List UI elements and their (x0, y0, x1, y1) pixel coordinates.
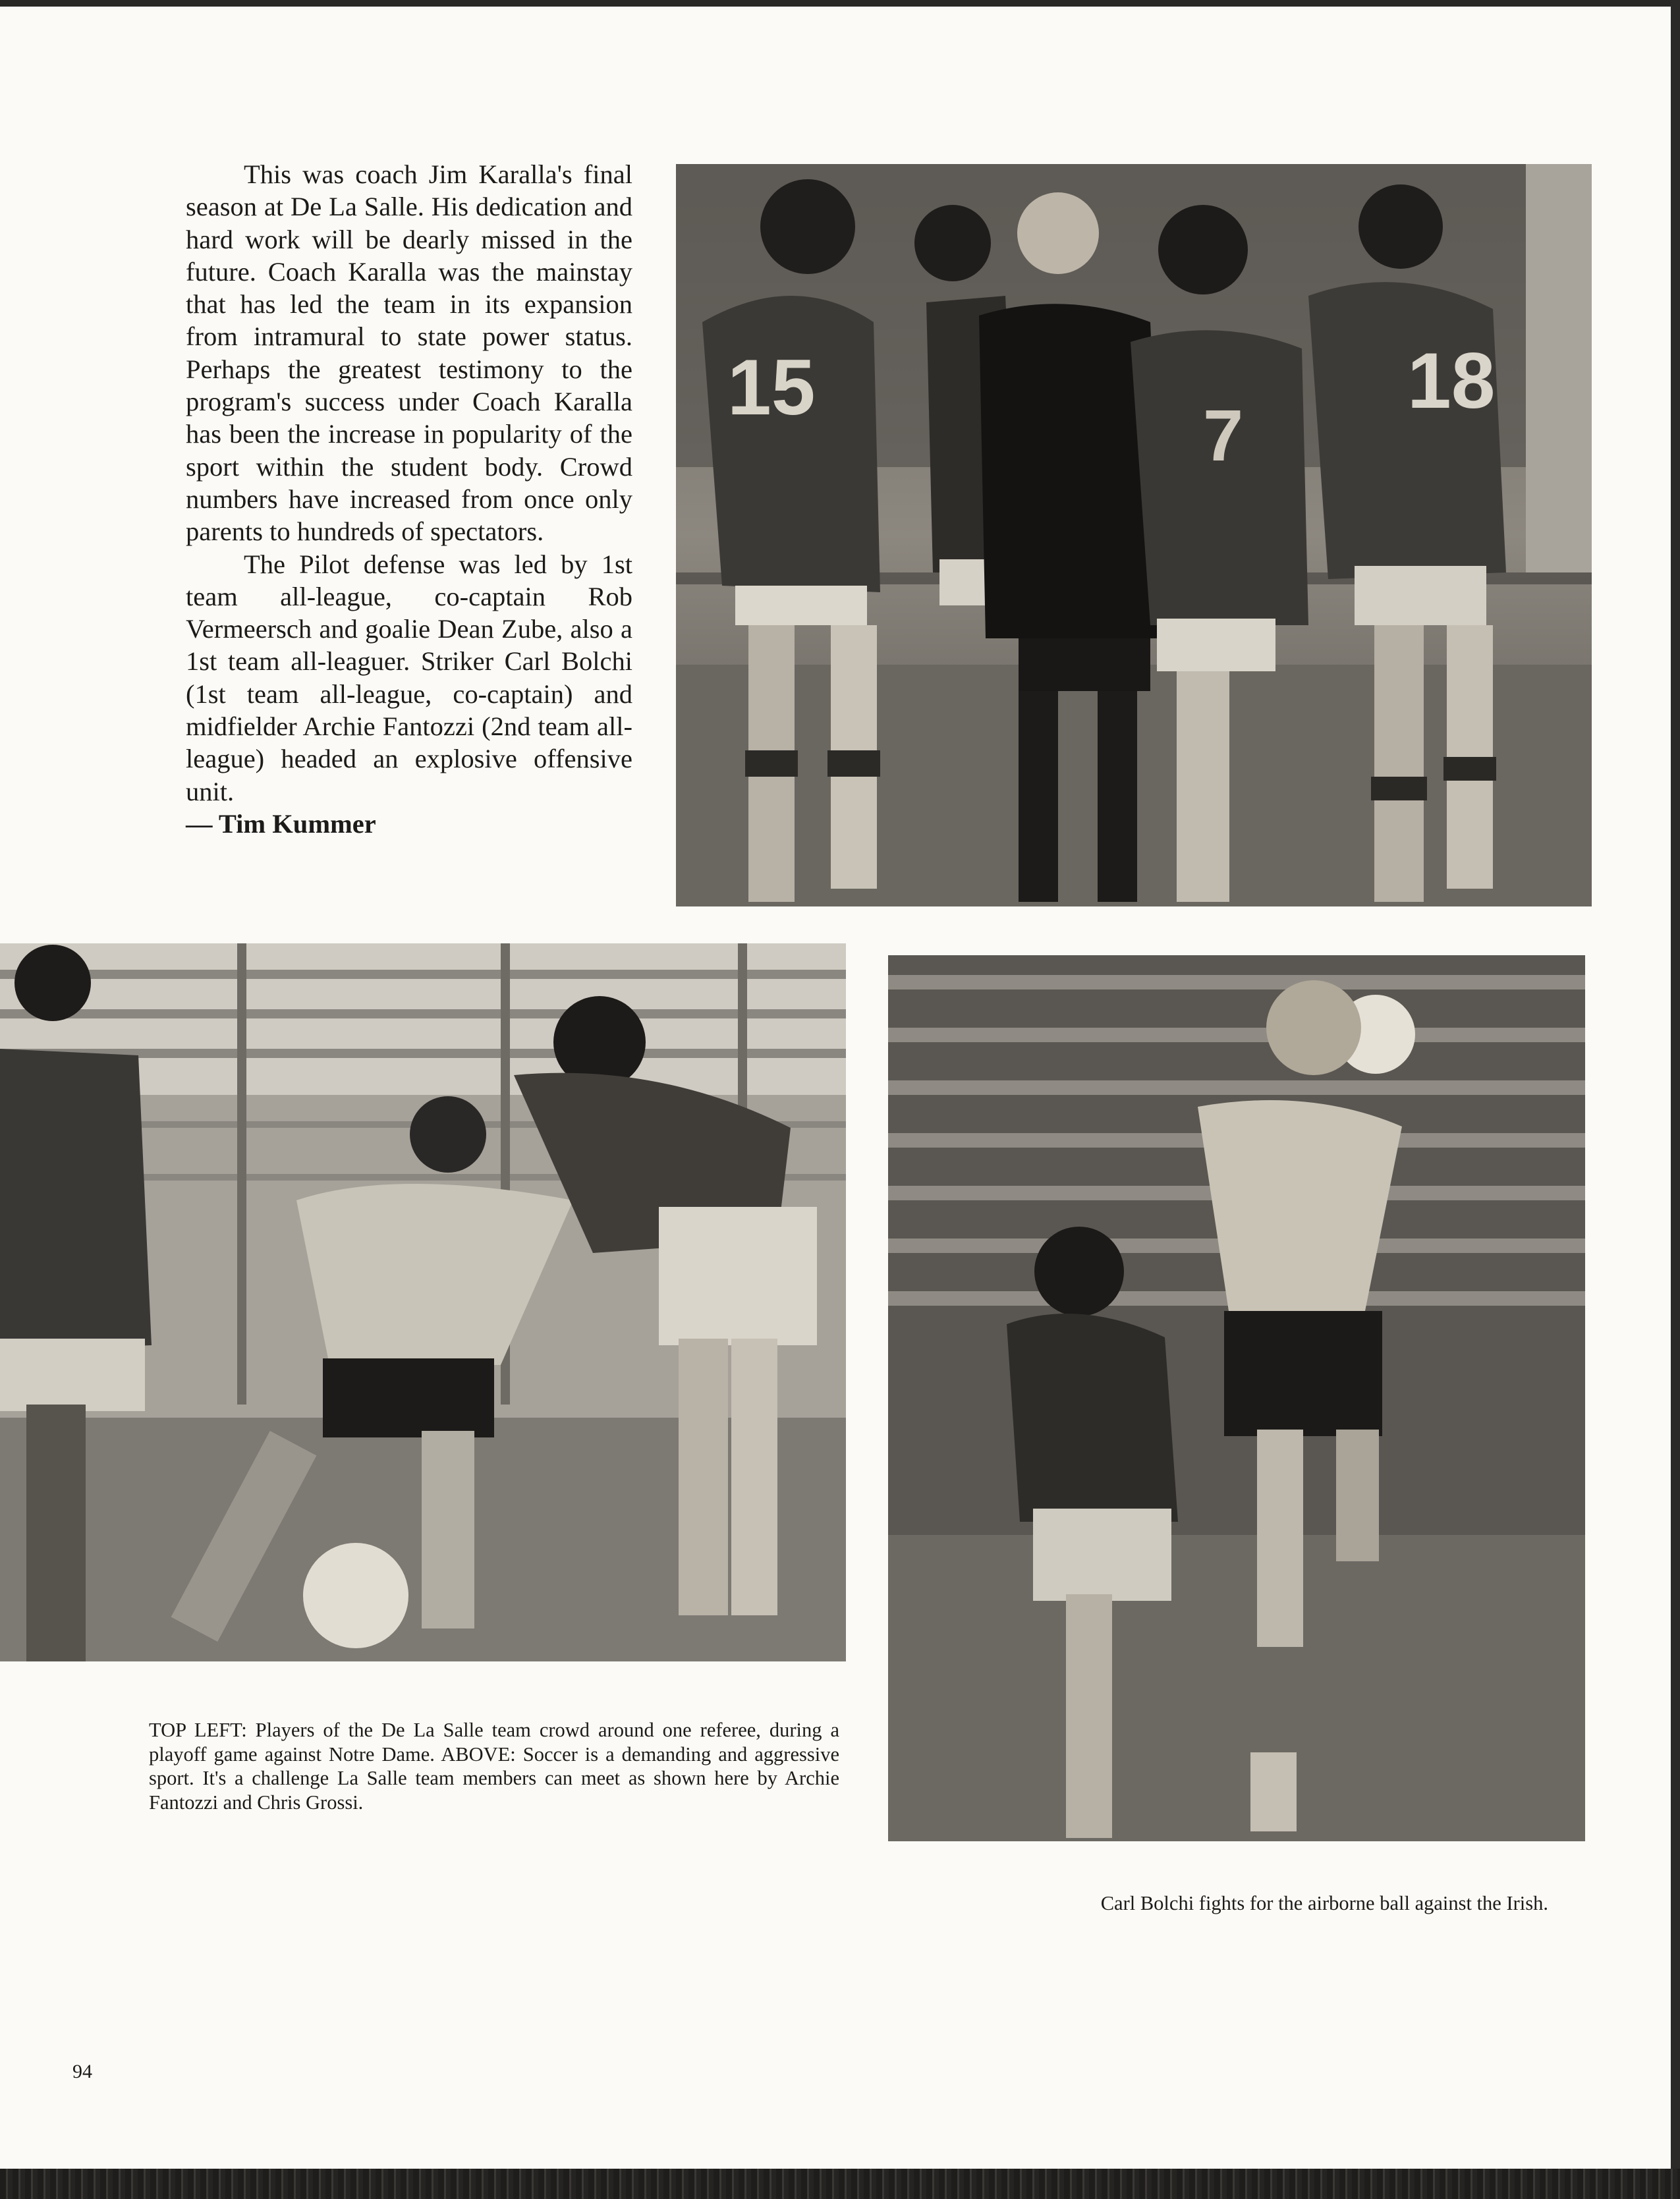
article-body (186, 158, 632, 840)
caption-right: Carl Bolchi fights for the airborne ball against the Irish. (1100, 1892, 1548, 1914)
photo-airborne-ball (888, 955, 1585, 1841)
article-paragraph-2-text: The Pilot defense was led by 1st team all-league, co-captain Rob Vermeersch and goalie Dean Zube, also a 1st team all-leaguer. Striker Carl Bolchi (1st team all-league, co-captain) and midfielder Archie Fantozzi (2nd team all-league) headed an explosive offensive unit. (186, 549, 632, 806)
article-paragraph-1: This was coach Jim Karalla's final season at De La Salle. His dedication and hard work will be dearly missed in the future. Coach Karalla was the mainstay that has led the team in its expansion from intramural to state power status. Perhaps the greatest testimony to the program's success under Coach Karalla has been the increase in popularity of the sport within the student body. Crowd numbers have increased from once only parents to hundreds of spectators. (186, 159, 632, 547)
jersey-number-18: 18 (1407, 337, 1496, 425)
scan-edge-bottom (0, 2169, 1680, 2199)
article-paragraph-2 (186, 548, 632, 841)
article-byline: — Tim Kummer (186, 808, 376, 839)
jersey-number-7: 7 (1203, 395, 1244, 476)
scan-edge-top (0, 0, 1680, 7)
photo-team-with-referee (676, 164, 1592, 906)
photo-tackle-midfield (0, 943, 846, 1661)
scan-edge-right (1671, 0, 1680, 2199)
page-number: 94 (72, 2061, 92, 2082)
jersey-number-15: 15 (727, 343, 816, 431)
caption-left: TOP LEFT: Players of the De La Salle team crowd around one referee, during a playoff game against Notre Dame. ABOVE: Soccer is a demanding and aggressive sport. It's a challenge La Salle team members can meet as shown here by Archie Fantozzi and Chris Grossi. (149, 1719, 839, 1814)
